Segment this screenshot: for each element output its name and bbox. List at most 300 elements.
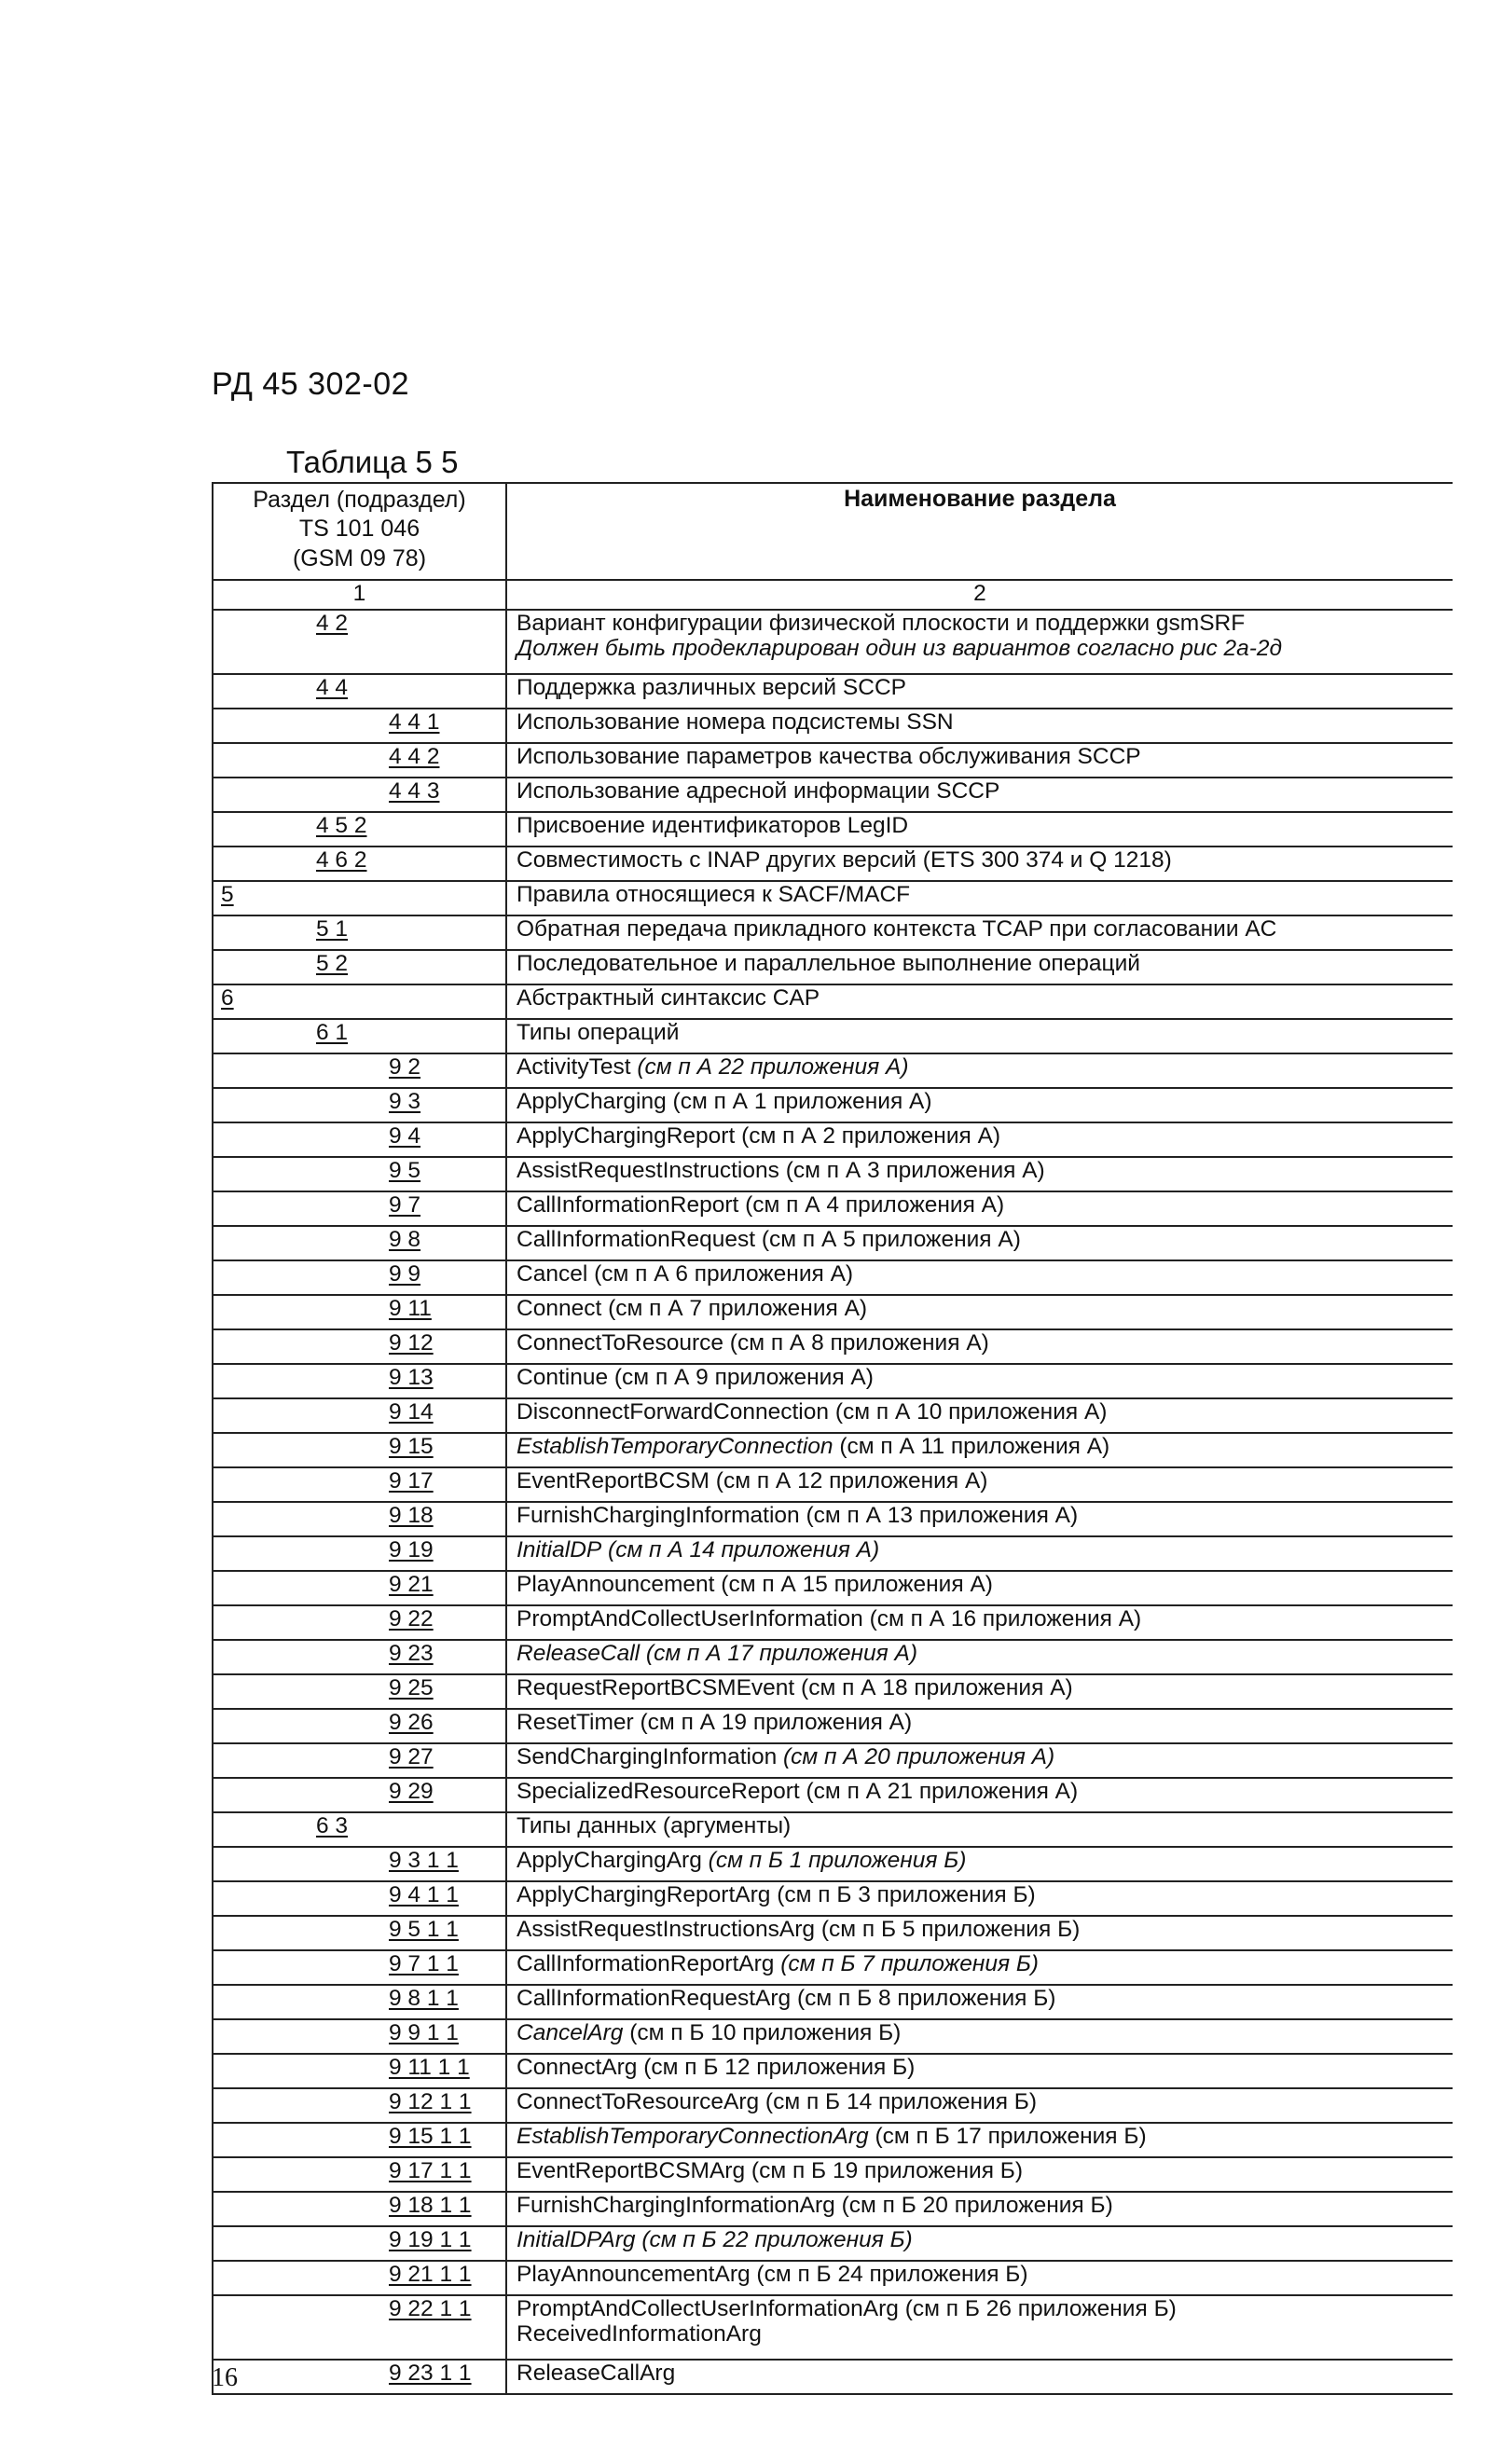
section-number: 9 7 [389,1192,421,1218]
section-title-cell [506,1226,1453,1260]
page-number: 16 [212,2363,238,2392]
section-title: Обратная передача прикладного контекста TCAP при согласовании AC [517,916,1277,942]
section-number-cell [213,1812,506,1847]
section-number-cell [213,1640,506,1674]
section-reference: (см п А 14 приложения А) [608,1537,880,1562]
section-number-cell [213,1502,506,1536]
section-title: EstablishTemporaryConnection [517,1434,834,1459]
table-row [213,2157,1453,2192]
section-number: 4 4 3 [389,778,440,804]
section-title-cell [506,2226,1453,2261]
section-number-cell [213,1536,506,1571]
section-title-cell [506,1812,1453,1847]
table-row [213,1536,1453,1571]
section-title: AssistRequestInstructions [517,1158,779,1183]
section-reference: (см п А 22 приложения А) [637,1054,909,1080]
section-title: Connect [517,1296,602,1321]
table-row [213,1778,1453,1812]
section-number: 9 19 1 1 [389,2227,472,2252]
section-number: 9 29 [389,1779,434,1804]
section-title-cell [506,2123,1453,2157]
section-title: ApplyChargingReport [517,1123,736,1149]
section-number-cell [213,1329,506,1364]
section-title-cell [506,1433,1453,1467]
section-number: 9 21 1 1 [389,2262,472,2287]
section-number-cell [213,1226,506,1260]
section-title: ConnectToResource [517,1330,723,1356]
table-row [213,881,1453,915]
section-number-cell [213,1743,506,1778]
section-number: 9 3 1 1 [389,1848,459,1873]
section-reference: (см п А 9 приложения А) [613,1365,874,1390]
spec-table [212,482,1453,2395]
section-number: 9 11 1 1 [389,2055,470,2080]
header-section-line: (GSM 09 78) [292,544,427,571]
section-reference: (см п А 13 приложения А) [806,1503,1079,1528]
section-title: FurnishChargingInformation [517,1503,800,1528]
section-title: ConnectToResourceArg [517,2089,760,2114]
table-row [213,1674,1453,1709]
table-row [213,1985,1453,2019]
table-row [213,743,1453,778]
table-row [213,1433,1453,1467]
section-number-cell [213,2054,506,2088]
section-number: 9 4 1 1 [389,1882,459,1907]
section-number: 4 2 [316,611,349,636]
section-reference: (см п А 19 приложения А) [640,1710,913,1735]
section-reference: (см п А 3 приложения А) [785,1158,1045,1183]
section-title: PlayAnnouncement [517,1572,715,1597]
section-number-cell [213,1778,506,1812]
section-title-cell [506,1950,1453,1985]
section-number-cell [213,1985,506,2019]
section-title-cell [506,2019,1453,2054]
section-number-cell [213,2019,506,2054]
section-number-cell [213,1709,506,1743]
table-row [213,1226,1453,1260]
section-number-cell [213,1122,506,1157]
section-title: ApplyCharging [517,1089,667,1114]
section-title: Вариант конфигурации физической плоскости и поддержки gsmSRF [517,611,1246,636]
section-title-cell [506,1985,1453,2019]
section-title-cell [506,812,1453,847]
section-title-cell [506,2261,1453,2295]
section-title-cell [506,1571,1453,1605]
section-number-cell [213,1191,506,1226]
section-reference: (см п Б 17 приложения Б) [875,2124,1147,2149]
section-title: DisconnectForwardConnection [517,1399,829,1425]
table-row [213,2295,1453,2360]
column-number-row [213,580,1453,610]
section-reference: (см п А 6 приложения А) [594,1261,854,1287]
section-number-cell [213,2226,506,2261]
column-number-2: 2 [506,580,1453,610]
section-reference: (см п Б 7 приложения Б) [780,1951,1039,1976]
section-title: FurnishChargingInformationArg [517,2193,835,2218]
section-title: CancelArg [517,2020,624,2045]
section-number: 9 8 1 1 [389,1986,459,2011]
section-title: EventReportBCSMArg [517,2158,746,2183]
section-reference: (см п Б 3 приложения Б) [777,1882,1036,1907]
section-title-cell [506,2054,1453,2088]
table-row [213,2261,1453,2295]
section-reference: (см п А 2 приложения А) [741,1123,1001,1149]
section-title: Типы данных (аргументы) [517,1813,792,1838]
section-title: Присвоение идентификаторов LegID [517,813,909,838]
table-row [213,1640,1453,1674]
section-number: 9 3 [389,1089,421,1114]
section-number: 9 9 [389,1261,421,1287]
section-title-cell [506,610,1453,674]
section-number-cell [213,1398,506,1433]
section-number-cell [213,2123,506,2157]
section-title-cell [506,1847,1453,1881]
table-row [213,2192,1453,2226]
section-number-cell [213,1467,506,1502]
table-caption: Таблица 5 5 [286,445,459,479]
section-number: 6 [221,985,234,1011]
table-row [213,1053,1453,1088]
table-row [213,610,1453,674]
section-title-cell [506,1191,1453,1226]
table-row [213,847,1453,881]
section-title: Continue [517,1365,609,1390]
section-title-cell [506,2157,1453,2192]
table-row [213,1157,1453,1191]
table-row [213,1295,1453,1329]
section-number-cell [213,743,506,778]
table-row [213,674,1453,709]
section-title-cell [506,1467,1453,1502]
section-number-cell [213,2295,506,2360]
section-number-cell [213,1364,506,1398]
section-reference: (см п Б 24 приложения Б) [756,2262,1028,2287]
section-title-cell [506,778,1453,812]
section-title-cell [506,1019,1453,1053]
section-title-cell [506,1536,1453,1571]
section-reference: (см п А 12 приложения А) [715,1468,988,1494]
section-number: 4 4 1 [389,709,440,735]
section-title-cell [506,1674,1453,1709]
section-title: PromptAndCollectUserInformation [517,1606,863,1631]
table-row [213,1881,1453,1916]
section-number-cell [213,2261,506,2295]
section-number: 9 18 1 1 [389,2193,472,2218]
section-number: 4 4 2 [389,744,440,769]
section-reference: (см п Б 12 приложения Б) [643,2055,916,2080]
header-section-cell [213,483,506,580]
section-number: 4 6 2 [316,847,367,873]
section-title: ApplyChargingArg [517,1848,702,1873]
section-reference: (см п А 1 приложения А) [672,1089,932,1114]
section-title: Совместимость с INAP других версий (ETS 300 374 и Q 1218) [517,847,1172,873]
table-row [213,1329,1453,1364]
section-title-cell [506,1640,1453,1674]
section-number: 5 1 [316,916,349,942]
section-title-cell [506,1122,1453,1157]
section-reference: (см п Б 10 приложения Б) [629,2020,902,2045]
section-number: 9 22 1 1 [389,2296,472,2321]
table-row [213,2123,1453,2157]
table-row [213,1122,1453,1157]
table-row [213,2226,1453,2261]
table-row [213,1605,1453,1640]
section-reference: (см п Б 1 приложения Б) [708,1848,967,1873]
section-title-cell [506,1916,1453,1950]
section-number: 9 4 [389,1123,421,1149]
section-number: 9 23 1 1 [389,2361,472,2386]
section-number-cell [213,1433,506,1467]
table-row [213,2054,1453,2088]
section-title-cell [506,1502,1453,1536]
section-number: 9 25 [389,1675,434,1700]
section-number-cell [213,1260,506,1295]
section-number-cell [213,1674,506,1709]
section-number: 9 7 1 1 [389,1951,459,1976]
table-row [213,1743,1453,1778]
section-number-cell [213,1950,506,1985]
section-title: Использование параметров качества обслуживания SCCP [517,744,1141,769]
section-title-cell [506,1157,1453,1191]
section-title-cell [506,1295,1453,1329]
section-number-cell [213,778,506,812]
section-number: 4 4 [316,675,349,700]
section-reference: (см п А 4 приложения А) [745,1192,1005,1218]
section-number: 9 14 [389,1399,434,1425]
section-number-cell [213,709,506,743]
section-title: CallInformationReportArg [517,1951,775,1976]
section-number-cell [213,1295,506,1329]
section-number-cell [213,1881,506,1916]
section-reference: (см п А 15 приложения А) [721,1572,993,1597]
section-reference: (см п А 8 приложения А) [729,1330,989,1356]
section-reference: (см п А 10 приложения А) [834,1399,1108,1425]
section-number-cell [213,1157,506,1191]
section-title-cell [506,2192,1453,2226]
section-number: 5 2 [316,951,349,976]
section-number-cell [213,1019,506,1053]
table-row [213,778,1453,812]
table-row [213,709,1453,743]
table-row [213,1950,1453,1985]
table-row [213,1260,1453,1295]
table-row [213,1191,1453,1226]
table-row [213,915,1453,950]
section-number: 9 8 [389,1227,421,1252]
section-reference: (см п А 7 приложения А) [608,1296,868,1321]
section-reference: (см п Б 20 приложения Б) [841,2193,1113,2218]
section-title: CallInformationRequest [517,1227,756,1252]
section-title: Использование адресной информации SCCP [517,778,1000,804]
table-row [213,1364,1453,1398]
section-number: 6 1 [316,1020,349,1045]
section-reference: (см п А 20 приложения А) [783,1744,1055,1769]
section-title: Cancel [517,1261,588,1287]
section-title-cell [506,847,1453,881]
section-number: 9 26 [389,1710,434,1735]
section-title: PromptAndCollectUserInformationArg [517,2296,899,2321]
section-title: Последовательное и параллельное выполнение операций [517,951,1140,976]
section-number: 9 11 [389,1296,432,1321]
section-title: ActivityTest [517,1054,631,1080]
header-section-line: TS 101 046 [298,516,420,543]
section-title: InitialDP [517,1537,602,1562]
section-number: 9 27 [389,1744,434,1769]
section-number: 9 13 [389,1365,434,1390]
section-number-cell [213,847,506,881]
table-row [213,1812,1453,1847]
section-title-cell [506,950,1453,984]
table-header-row [213,483,1453,580]
section-number: 9 21 [389,1572,434,1597]
section-number: 9 17 1 1 [389,2158,472,2183]
section-title-cell [506,1605,1453,1640]
section-reference: (см п А 17 приложения А) [645,1641,918,1666]
section-reference: (см п А 18 приложения А) [801,1675,1073,1700]
table-row [213,2019,1453,2054]
section-title: Абстрактный синтаксис CAP [517,985,820,1011]
section-number-cell [213,984,506,1019]
table-row [213,1502,1453,1536]
section-number-cell [213,1916,506,1950]
section-number: 9 12 [389,1330,434,1356]
section-number: 4 5 2 [316,813,367,838]
header-section-line: Раздел (подраздел) [253,487,466,513]
section-title-cell [506,674,1453,709]
section-reference: (см п Б 19 приложения Б) [751,2158,1024,2183]
section-number-cell [213,950,506,984]
table-row [213,1398,1453,1433]
section-number-cell [213,1847,506,1881]
section-title-cell [506,1088,1453,1122]
section-number-cell [213,812,506,847]
section-title-cell [506,1053,1453,1088]
section-number: 9 17 [389,1468,434,1494]
section-title-cell [506,2295,1453,2360]
table-row [213,1467,1453,1502]
section-number-cell [213,2192,506,2226]
section-title-cell [506,1743,1453,1778]
section-number: 9 22 [389,1606,434,1631]
section-title-cell [506,1329,1453,1364]
section-reference: (см п Б 5 приложения Б) [820,1917,1081,1942]
section-title: PlayAnnouncementArg [517,2262,751,2287]
section-title-cell [506,1778,1453,1812]
table-row [213,1709,1453,1743]
section-title: ConnectArg [517,2055,638,2080]
section-title: Правила относящиеся к SACF/MACF [517,882,911,907]
table-row [213,2360,1453,2394]
section-title: ReleaseCallArg [517,2361,676,2386]
section-title: ApplyChargingReportArg [517,1882,771,1907]
column-number-1: 1 [213,580,506,610]
section-number-cell [213,2157,506,2192]
section-number-cell [213,1053,506,1088]
section-number-cell [213,674,506,709]
section-title-cell [506,743,1453,778]
section-subline: ReceivedInformationArg [517,2321,762,2347]
table-row [213,2088,1453,2123]
table-row [213,1019,1453,1053]
table-row [213,1916,1453,1950]
section-number-cell [213,1605,506,1640]
section-number-cell [213,881,506,915]
section-number-cell [213,1571,506,1605]
section-title-cell [506,881,1453,915]
section-number: 6 3 [316,1813,349,1838]
section-title-cell [506,1364,1453,1398]
section-title: Использование номера подсистемы SSN [517,709,954,735]
section-number-cell [213,1088,506,1122]
section-reference: (см п А 21 приложения А) [806,1779,1079,1804]
section-reference: (см п А 5 приложения А) [761,1227,1021,1252]
section-number: 9 23 [389,1641,434,1666]
section-reference: (см п Б 26 приложения Б) [904,2296,1177,2321]
section-title: EventReportBCSM [517,1468,710,1494]
section-number-cell [213,915,506,950]
table-row [213,950,1453,984]
section-title-cell [506,709,1453,743]
section-reference: (см п Б 22 приложения Б) [641,2227,913,2252]
section-number: 9 12 1 1 [389,2089,472,2114]
section-title: Поддержка различных версий SCCP [517,675,906,700]
section-number: 9 5 1 1 [389,1917,459,1942]
section-number-cell [213,610,506,674]
section-title: CallInformationReport [517,1192,739,1218]
section-title-cell [506,1709,1453,1743]
table-row [213,984,1453,1019]
section-number-cell [213,2088,506,2123]
section-number: 9 18 [389,1503,434,1528]
section-title-cell [506,984,1453,1019]
section-title: CallInformationRequestArg [517,1986,792,2011]
section-title: RequestReportBCSMEvent [517,1675,795,1700]
section-number: 9 15 [389,1434,434,1459]
table-row [213,1847,1453,1881]
table-row [213,1088,1453,1122]
section-number: 5 [221,882,234,907]
section-title-cell [506,915,1453,950]
table-row [213,812,1453,847]
section-title: SendChargingInformation [517,1744,778,1769]
section-title-cell [506,1260,1453,1295]
table-row [213,1571,1453,1605]
section-reference: (см п А 11 приложения А) [839,1434,1110,1459]
section-title: EstablishTemporaryConnectionArg [517,2124,869,2149]
section-number: 9 19 [389,1537,434,1562]
section-title-cell [506,1881,1453,1916]
section-title: ResetTimer [517,1710,634,1735]
section-title: ReleaseCall [517,1641,641,1666]
section-number: 9 15 1 1 [389,2124,472,2149]
section-note: Должен быть продекларирован один из вариантов согласно рис 2а-2д [517,636,1283,662]
header-title-cell: Наименование раздела [506,483,1453,580]
section-reference: (см п А 16 приложения А) [869,1606,1142,1631]
section-title: InitialDPArg [517,2227,636,2252]
section-title-cell [506,2088,1453,2123]
section-reference: (см п Б 8 приложения Б) [796,1986,1056,2011]
section-title: Типы операций [517,1020,680,1045]
section-number: 9 2 [389,1054,421,1080]
section-title: SpecializedResourceReport [517,1779,800,1804]
section-title-cell [506,2360,1453,2394]
document-code: РД 45 302-02 [212,366,410,402]
section-number-cell [213,2360,506,2394]
section-number: 9 5 [389,1158,421,1183]
section-reference: (см п Б 14 приложения Б) [765,2089,1038,2114]
section-title-cell [506,1398,1453,1433]
section-number: 9 9 1 1 [389,2020,459,2045]
